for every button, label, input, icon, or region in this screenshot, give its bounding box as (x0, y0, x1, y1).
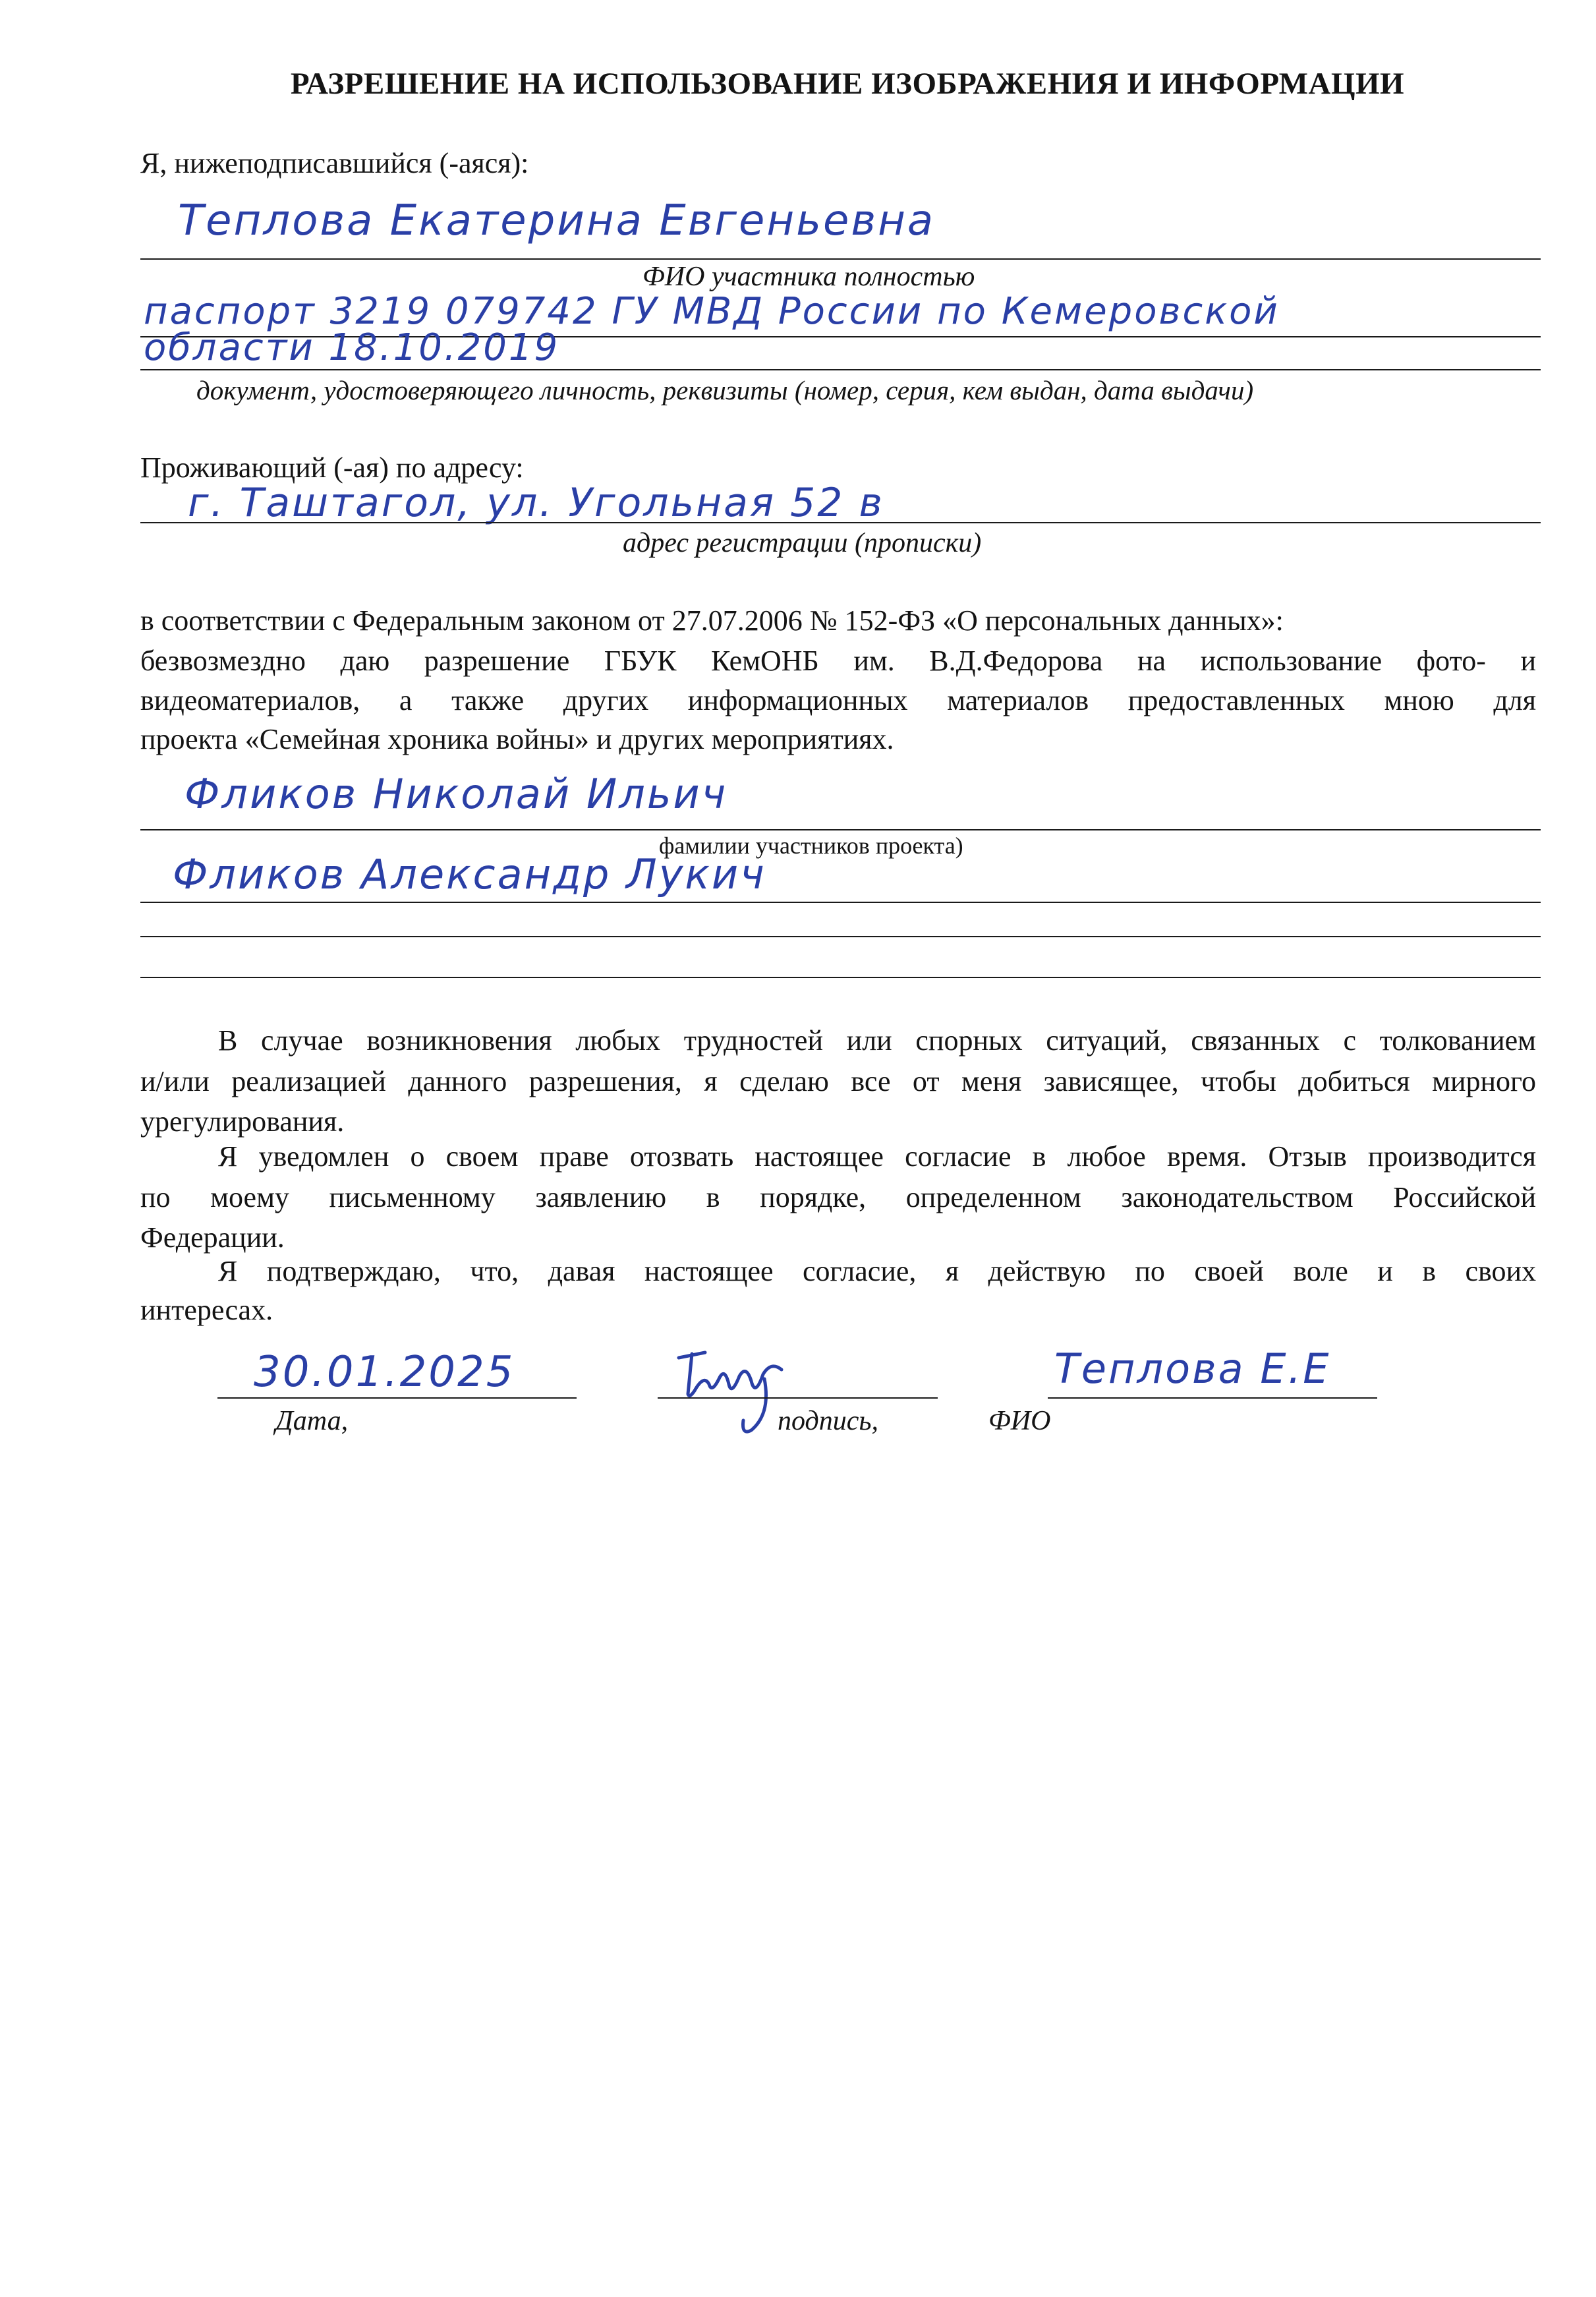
date-handwritten: 30.01.2025 (254, 1348, 515, 1397)
paragraph-1-line-1: В случае возникновения любых трудностей или спорных ситуаций, связанных с толкованием (218, 1024, 1536, 1057)
signature-caption: подпись, (778, 1406, 878, 1436)
address-caption: адрес регистрации (прописки) (623, 528, 982, 558)
participant-name-handwritten: Теплова Екатерина Евгеньевна (178, 196, 936, 245)
participants-caption: фамилии участников проекта) (659, 832, 963, 859)
paragraph-3-line-1: Я подтверждаю, что, давая настоящее согласие, я действую по своей воле и в своих (218, 1255, 1536, 1287)
address-line (140, 522, 1541, 523)
document-details-handwritten-2: области 18.10.2019 (144, 326, 560, 369)
date-line (217, 1397, 577, 1399)
document-caption: документ, удостоверяющего личность, реквизиты (номер, серия, кем выдан, дата выдачи) (196, 375, 1254, 405)
project-participant-2-handwritten: Фликов Александр Лукич (173, 850, 766, 898)
paragraph-2-line-2: по моему письменному заявлению в порядке, определенном законодательством Российской (140, 1181, 1536, 1213)
signature-line (658, 1397, 938, 1399)
participants-line-2 (140, 902, 1541, 903)
consent-line-4: проекта «Семейная хроника войны» и других мероприятиях. (140, 723, 894, 755)
participants-line-4 (140, 977, 1541, 978)
paragraph-2-line-3: Федерации. (140, 1221, 285, 1254)
participants-line-1 (140, 829, 1541, 830)
paragraph-3-line-2: интересах. (140, 1294, 273, 1326)
fio-caption: ФИО (988, 1406, 1051, 1436)
document-title: РАЗРЕШЕНИЕ НА ИСПОЛЬЗОВАНИЕ ИЗОБРАЖЕНИЯ И ИНФОРМАЦИИ (290, 67, 1405, 101)
date-caption: Дата, (275, 1406, 349, 1436)
name-line (140, 258, 1541, 260)
paragraph-1-line-3: урегулирования. (140, 1105, 345, 1138)
document-line-2 (140, 369, 1541, 370)
address-label: Проживающий (-ая) по адресу: (140, 451, 524, 484)
fio-handwritten: Теплова Е.Е (1054, 1345, 1331, 1393)
participants-line-3 (140, 936, 1541, 937)
consent-line-2: безвозмездно даю разрешение ГБУК КемОНБ им. В.Д.Федорова на использование фото- и (140, 645, 1536, 677)
paragraph-2-line-1: Я уведомлен о своем праве отозвать настоящее согласие в любое время. Отзыв производится (218, 1140, 1536, 1173)
document-details-handwritten-1: паспорт 3219 079742 ГУ МВД России по Кемеровской (144, 290, 1280, 333)
address-handwritten: г. Таштагол, ул. Угольная 52 в (188, 480, 884, 526)
project-participant-1-handwritten: Фликов Николай Ильич (185, 770, 728, 818)
intro-text: Я, нижеподписавшийся (-аяся): (140, 147, 529, 179)
name-caption: ФИО участника полностью (642, 262, 975, 292)
consent-line-1: в соответствии с Федеральным законом от 27.07.2006 № 152-ФЗ «О персональных данных»: (140, 604, 1284, 637)
paragraph-1-line-2: и/или реализацией данного разрешения, я сделаю все от меня зависящее, чтобы добиться мирного (140, 1065, 1536, 1097)
fio-line (1048, 1397, 1377, 1399)
consent-line-3: видеоматериалов, а также других информационных материалов предоставленных мною для (140, 684, 1536, 716)
